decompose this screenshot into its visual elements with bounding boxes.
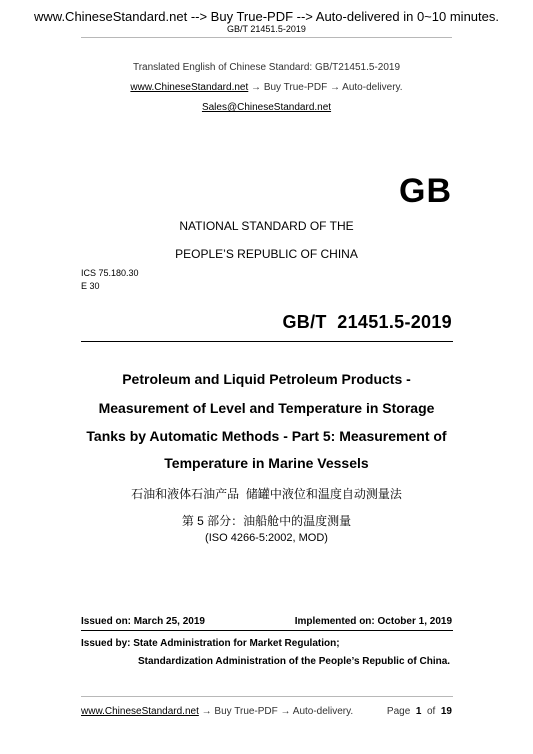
title-line-1: Petroleum and Liquid Petroleum Products - <box>122 371 411 387</box>
footer-divider <box>81 696 453 697</box>
issued-date: Issued on: March 25, 2019 <box>81 616 205 627</box>
footer-buy-line <box>81 706 353 717</box>
header-standard-code: GB/T 21451.5-2019 <box>227 24 306 34</box>
page-label: Page <box>386 706 411 717</box>
republic-line: PEOPLE’S REPUBLIC OF CHINA <box>175 247 358 261</box>
chinese-title-line-1: 石油和液体石油产品 储罐中液位和温度自动测量法 <box>131 487 402 501</box>
ics-code: ICS 75.180.30 <box>81 268 139 278</box>
site-link[interactable]: www.ChineseStandard.net <box>130 82 249 93</box>
page-current: 1 <box>415 706 422 717</box>
header-divider <box>81 37 452 38</box>
page-of: of <box>426 706 436 717</box>
chinese-title-line-2: 第 5 部分：油船舱中的温度测量 <box>181 514 352 528</box>
iso-adoption: (ISO 4266-5:2002, MOD) <box>205 532 328 544</box>
national-standard-line: NATIONAL STANDARD OF THE <box>179 219 354 233</box>
translation-buy-line <box>0 82 533 93</box>
top-banner[interactable]: www.ChineseStandard.net --> Buy True-PDF --> Auto-delivered in 0~10 minutes. <box>34 9 499 24</box>
issued-by-second: Standardization Administration of the People’s Republic of China. <box>138 656 451 667</box>
sales-email-line <box>0 102 533 113</box>
standard-number: GB/T 21451.5-2019 <box>282 312 452 332</box>
title-line-3: Tanks by Automatic Methods - Part 5: Measurement of <box>86 428 447 444</box>
sales-email-link[interactable]: Sales@ChineseStandard.net <box>201 102 332 113</box>
page-number <box>387 706 452 717</box>
implemented-date: Implemented on: October 1, 2019 <box>294 616 452 627</box>
footer-site-link[interactable]: www.ChineseStandard.net <box>81 706 199 717</box>
issue-divider <box>81 630 453 631</box>
title-line-4: Temperature in Marine Vessels <box>164 455 369 471</box>
footer-buy-text: → Buy True-PDF → Auto-delivery. <box>198 706 354 717</box>
issued-by: Issued by: State Administration for Market Regulation; <box>81 638 340 649</box>
ccs-code: E 30 <box>81 281 100 291</box>
title-divider <box>81 341 453 342</box>
title-line-2: Measurement of Level and Temperature in Storage <box>98 400 435 416</box>
translation-notice: Translated English of Chinese Standard: GB/T21451.5-2019 <box>132 62 401 73</box>
page-total: 19 <box>440 706 452 717</box>
gb-logo: GB <box>399 172 452 210</box>
buy-text: → Buy True-PDF → Auto-delivery. <box>248 82 403 93</box>
